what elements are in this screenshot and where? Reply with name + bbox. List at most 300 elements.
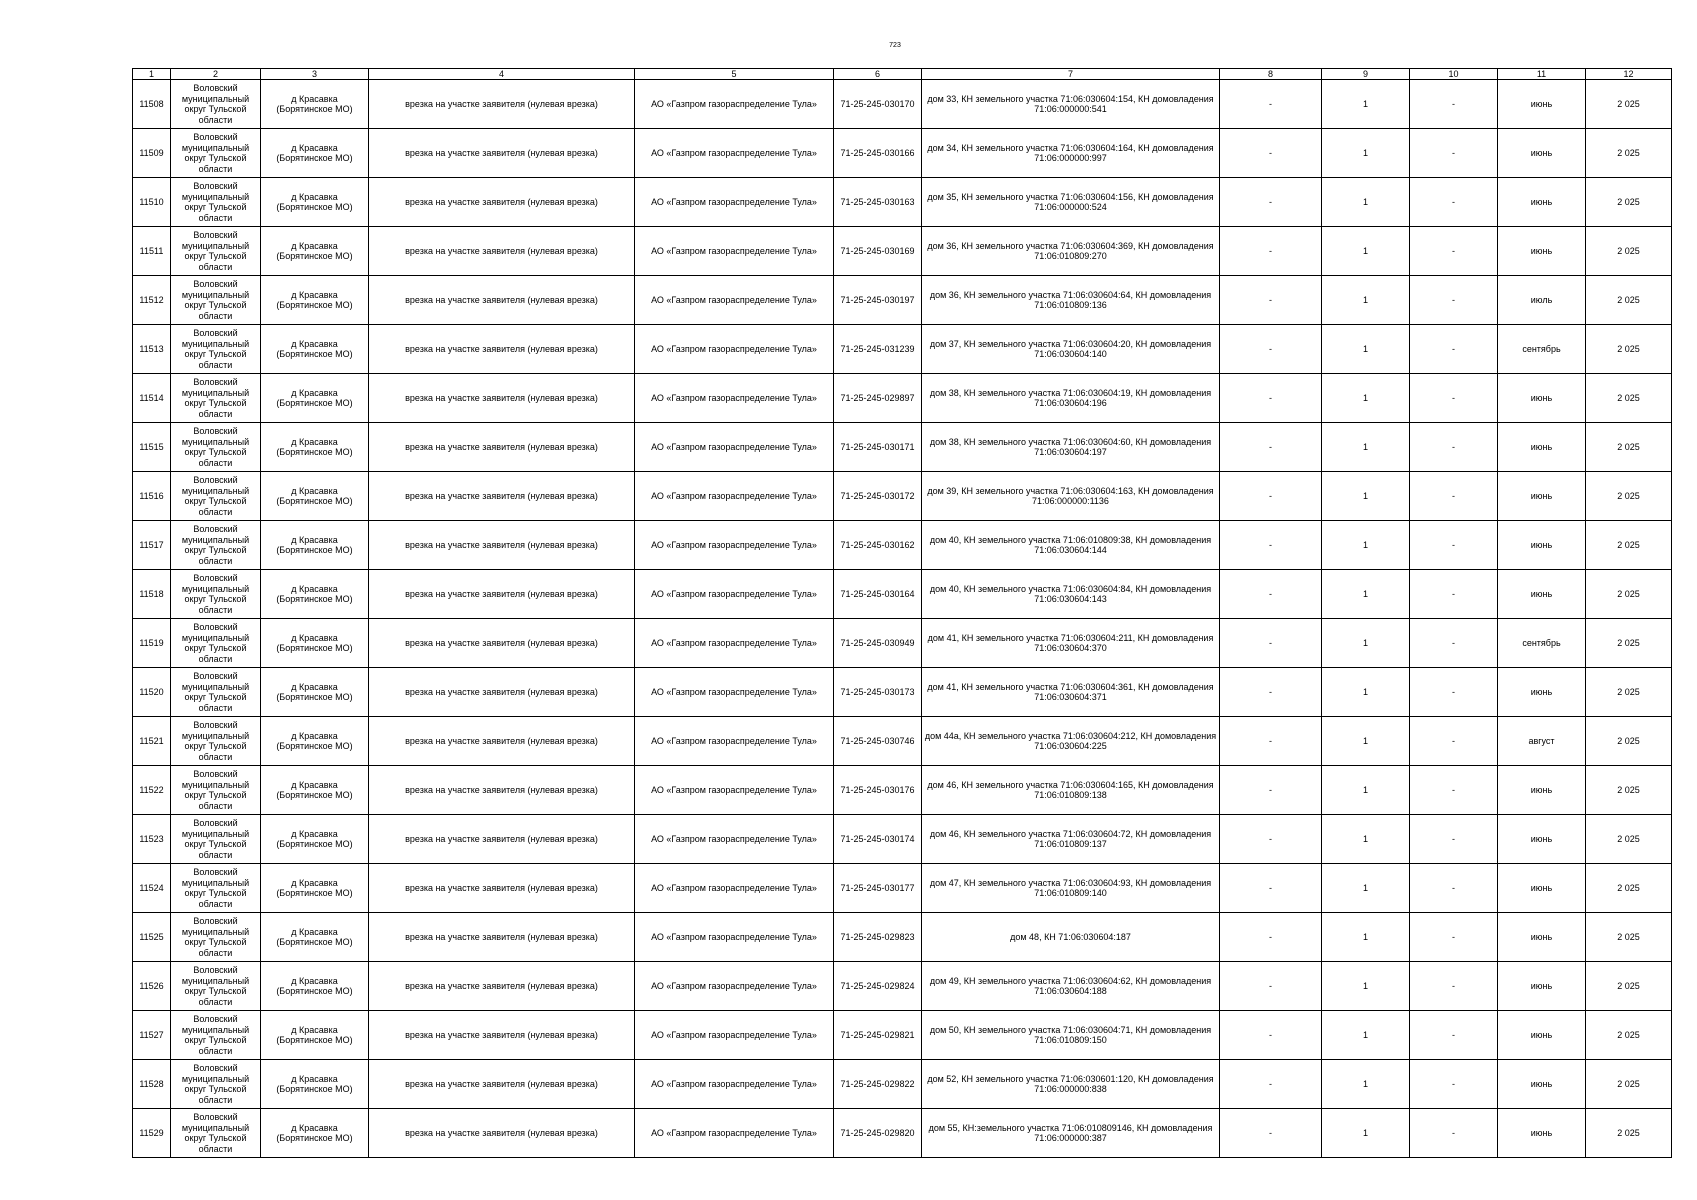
month-cell: июнь <box>1498 129 1586 178</box>
row-number: 11511 <box>133 227 171 276</box>
district-cell: Воловский муниципальный округ Тульской области <box>171 619 261 668</box>
table-row <box>133 521 1672 570</box>
quantity-cell: 1 <box>1322 668 1410 717</box>
organization-cell: АО «Газпром газораспределение Тула» <box>635 619 834 668</box>
col-header: 9 <box>1322 69 1410 80</box>
quantity-cell: 1 <box>1322 374 1410 423</box>
month-cell: июнь <box>1498 668 1586 717</box>
settlement-cell: д Красавка (Борятинское МО) <box>261 1011 369 1060</box>
year-cell: 2 025 <box>1586 717 1672 766</box>
col8-cell: - <box>1220 668 1322 717</box>
request-code-cell: 71-25-245-029897 <box>834 374 922 423</box>
year-cell: 2 025 <box>1586 80 1672 129</box>
col-header: 3 <box>261 69 369 80</box>
col10-cell: - <box>1410 276 1498 325</box>
work-type-cell: врезка на участке заявителя (нулевая врезка) <box>369 570 635 619</box>
year-cell: 2 025 <box>1586 325 1672 374</box>
address-cell: дом 52, КН земельного участка 71:06:030601:120, КН домовладения 71:06:000000:838 <box>922 1060 1220 1109</box>
district-cell: Воловский муниципальный округ Тульской области <box>171 668 261 717</box>
table-row <box>133 80 1672 129</box>
row-number: 11508 <box>133 80 171 129</box>
quantity-cell: 1 <box>1322 227 1410 276</box>
year-cell: 2 025 <box>1586 423 1672 472</box>
district-cell: Воловский муниципальный округ Тульской области <box>171 1060 261 1109</box>
row-number: 11514 <box>133 374 171 423</box>
work-type-cell: врезка на участке заявителя (нулевая врезка) <box>369 766 635 815</box>
district-cell: Воловский муниципальный округ Тульской области <box>171 1109 261 1158</box>
col10-cell: - <box>1410 227 1498 276</box>
organization-cell: АО «Газпром газораспределение Тула» <box>635 178 834 227</box>
table-row <box>133 325 1672 374</box>
col8-cell: - <box>1220 570 1322 619</box>
row-number: 11509 <box>133 129 171 178</box>
organization-cell: АО «Газпром газораспределение Тула» <box>635 962 834 1011</box>
month-cell: июнь <box>1498 913 1586 962</box>
month-cell: июнь <box>1498 1011 1586 1060</box>
col-header: 6 <box>834 69 922 80</box>
district-cell: Воловский муниципальный округ Тульской области <box>171 521 261 570</box>
organization-cell: АО «Газпром газораспределение Тула» <box>635 570 834 619</box>
year-cell: 2 025 <box>1586 521 1672 570</box>
settlement-cell: д Красавка (Борятинское МО) <box>261 325 369 374</box>
settlement-cell: д Красавка (Борятинское МО) <box>261 962 369 1011</box>
year-cell: 2 025 <box>1586 374 1672 423</box>
table-row <box>133 913 1672 962</box>
quantity-cell: 1 <box>1322 570 1410 619</box>
work-type-cell: врезка на участке заявителя (нулевая врезка) <box>369 1109 635 1158</box>
table-row <box>133 864 1672 913</box>
col8-cell: - <box>1220 815 1322 864</box>
col10-cell: - <box>1410 521 1498 570</box>
district-cell: Воловский муниципальный округ Тульской области <box>171 913 261 962</box>
work-type-cell: врезка на участке заявителя (нулевая врезка) <box>369 423 635 472</box>
table-row <box>133 766 1672 815</box>
address-cell: дом 55, КН:земельного участка 71:06:010809146, КН домовладения 71:06:000000:387 <box>922 1109 1220 1158</box>
col8-cell: - <box>1220 1109 1322 1158</box>
col8-cell: - <box>1220 1011 1322 1060</box>
table-row <box>133 1109 1672 1158</box>
row-number: 11520 <box>133 668 171 717</box>
month-cell: июнь <box>1498 815 1586 864</box>
organization-cell: АО «Газпром газораспределение Тула» <box>635 227 834 276</box>
month-cell: июнь <box>1498 227 1586 276</box>
page-number: 723 <box>889 42 901 49</box>
settlement-cell: д Красавка (Борятинское МО) <box>261 766 369 815</box>
settlement-cell: д Красавка (Борятинское МО) <box>261 619 369 668</box>
district-cell: Воловский муниципальный округ Тульской области <box>171 570 261 619</box>
month-cell: август <box>1498 717 1586 766</box>
work-type-cell: врезка на участке заявителя (нулевая врезка) <box>369 80 635 129</box>
month-cell: июнь <box>1498 864 1586 913</box>
quantity-cell: 1 <box>1322 619 1410 668</box>
quantity-cell: 1 <box>1322 766 1410 815</box>
settlement-cell: д Красавка (Борятинское МО) <box>261 178 369 227</box>
address-cell: дом 39, КН земельного участка 71:06:030604:163, КН домовладения 71:06:000000:1136 <box>922 472 1220 521</box>
address-cell: дом 36, КН земельного участка 71:06:030604:64, КН домовладения 71:06:010809:136 <box>922 276 1220 325</box>
col10-cell: - <box>1410 423 1498 472</box>
year-cell: 2 025 <box>1586 668 1672 717</box>
table-row <box>133 227 1672 276</box>
table-row <box>133 472 1672 521</box>
col-header: 7 <box>922 69 1220 80</box>
request-code-cell: 71-25-245-029822 <box>834 1060 922 1109</box>
district-cell: Воловский муниципальный округ Тульской области <box>171 1011 261 1060</box>
settlement-cell: д Красавка (Борятинское МО) <box>261 472 369 521</box>
district-cell: Воловский муниципальный округ Тульской области <box>171 80 261 129</box>
col8-cell: - <box>1220 80 1322 129</box>
work-type-cell: врезка на участке заявителя (нулевая врезка) <box>369 374 635 423</box>
table-row <box>133 276 1672 325</box>
table-row <box>133 717 1672 766</box>
settlement-cell: д Красавка (Борятинское МО) <box>261 80 369 129</box>
address-cell: дом 47, КН земельного участка 71:06:030604:93, КН домовладения 71:06:010809:140 <box>922 864 1220 913</box>
table-row <box>133 962 1672 1011</box>
table-row <box>133 374 1672 423</box>
settlement-cell: д Красавка (Борятинское МО) <box>261 129 369 178</box>
district-cell: Воловский муниципальный округ Тульской области <box>171 766 261 815</box>
col8-cell: - <box>1220 619 1322 668</box>
request-code-cell: 71-25-245-030163 <box>834 178 922 227</box>
row-number: 11513 <box>133 325 171 374</box>
district-cell: Воловский муниципальный округ Тульской области <box>171 717 261 766</box>
table-row <box>133 570 1672 619</box>
month-cell: июнь <box>1498 423 1586 472</box>
organization-cell: АО «Газпром газораспределение Тула» <box>635 521 834 570</box>
district-cell: Воловский муниципальный округ Тульской области <box>171 962 261 1011</box>
address-cell: дом 50, КН земельного участка 71:06:030604:71, КН домовладения 71:06:010809:150 <box>922 1011 1220 1060</box>
request-code-cell: 71-25-245-029823 <box>834 913 922 962</box>
address-cell: дом 38, КН земельного участка 71:06:030604:60, КН домовладения 71:06:030604:197 <box>922 423 1220 472</box>
request-code-cell: 71-25-245-029821 <box>834 1011 922 1060</box>
year-cell: 2 025 <box>1586 276 1672 325</box>
row-number: 11518 <box>133 570 171 619</box>
quantity-cell: 1 <box>1322 1060 1410 1109</box>
col10-cell: - <box>1410 1060 1498 1109</box>
row-number: 11522 <box>133 766 171 815</box>
organization-cell: АО «Газпром газораспределение Тула» <box>635 129 834 178</box>
organization-cell: АО «Газпром газораспределение Тула» <box>635 1011 834 1060</box>
settlement-cell: д Красавка (Борятинское МО) <box>261 570 369 619</box>
quantity-cell: 1 <box>1322 472 1410 521</box>
work-type-cell: врезка на участке заявителя (нулевая врезка) <box>369 178 635 227</box>
month-cell: сентябрь <box>1498 325 1586 374</box>
month-cell: июнь <box>1498 1109 1586 1158</box>
request-code-cell: 71-25-245-030169 <box>834 227 922 276</box>
organization-cell: АО «Газпром газораспределение Тула» <box>635 913 834 962</box>
request-code-cell: 71-25-245-030171 <box>834 423 922 472</box>
district-cell: Воловский муниципальный округ Тульской области <box>171 325 261 374</box>
col10-cell: - <box>1410 129 1498 178</box>
address-cell: дом 41, КН земельного участка 71:06:030604:361, КН домовладения 71:06:030604:371 <box>922 668 1220 717</box>
organization-cell: АО «Газпром газораспределение Тула» <box>635 717 834 766</box>
address-cell: дом 40, КН земельного участка 71:06:030604:84, КН домовладения 71:06:030604:143 <box>922 570 1220 619</box>
row-number: 11528 <box>133 1060 171 1109</box>
address-cell: дом 41, КН земельного участка 71:06:030604:211, КН домовладения 71:06:030604:370 <box>922 619 1220 668</box>
district-cell: Воловский муниципальный округ Тульской области <box>171 227 261 276</box>
row-number: 11512 <box>133 276 171 325</box>
year-cell: 2 025 <box>1586 1109 1672 1158</box>
district-cell: Воловский муниципальный округ Тульской области <box>171 864 261 913</box>
col10-cell: - <box>1410 570 1498 619</box>
request-code-cell: 71-25-245-031239 <box>834 325 922 374</box>
year-cell: 2 025 <box>1586 227 1672 276</box>
year-cell: 2 025 <box>1586 619 1672 668</box>
request-code-cell: 71-25-245-030162 <box>834 521 922 570</box>
address-cell: дом 46, КН земельного участка 71:06:030604:165, КН домовладения 71:06:010809:138 <box>922 766 1220 815</box>
request-code-cell: 71-25-245-029824 <box>834 962 922 1011</box>
work-type-cell: врезка на участке заявителя (нулевая врезка) <box>369 913 635 962</box>
organization-cell: АО «Газпром газораспределение Тула» <box>635 1109 834 1158</box>
year-cell: 2 025 <box>1586 472 1672 521</box>
request-code-cell: 71-25-245-030176 <box>834 766 922 815</box>
request-code-cell: 71-25-245-029820 <box>834 1109 922 1158</box>
address-cell: дом 38, КН земельного участка 71:06:030604:19, КН домовладения 71:06:030604:196 <box>922 374 1220 423</box>
col8-cell: - <box>1220 325 1322 374</box>
month-cell: июнь <box>1498 570 1586 619</box>
col10-cell: - <box>1410 619 1498 668</box>
col-header: 8 <box>1220 69 1322 80</box>
col10-cell: - <box>1410 717 1498 766</box>
work-type-cell: врезка на участке заявителя (нулевая врезка) <box>369 129 635 178</box>
quantity-cell: 1 <box>1322 276 1410 325</box>
col10-cell: - <box>1410 668 1498 717</box>
address-cell: дом 37, КН земельного участка 71:06:030604:20, КН домовладения 71:06:030604:140 <box>922 325 1220 374</box>
month-cell: июнь <box>1498 766 1586 815</box>
settlement-cell: д Красавка (Борятинское МО) <box>261 717 369 766</box>
organization-cell: АО «Газпром газораспределение Тула» <box>635 423 834 472</box>
table-row <box>133 129 1672 178</box>
settlement-cell: д Красавка (Борятинское МО) <box>261 276 369 325</box>
request-code-cell: 71-25-245-030164 <box>834 570 922 619</box>
col8-cell: - <box>1220 717 1322 766</box>
quantity-cell: 1 <box>1322 80 1410 129</box>
quantity-cell: 1 <box>1322 129 1410 178</box>
data-table <box>132 68 1672 1158</box>
district-cell: Воловский муниципальный округ Тульской области <box>171 374 261 423</box>
month-cell: июнь <box>1498 521 1586 570</box>
col10-cell: - <box>1410 815 1498 864</box>
organization-cell: АО «Газпром газораспределение Тула» <box>635 325 834 374</box>
col8-cell: - <box>1220 374 1322 423</box>
quantity-cell: 1 <box>1322 864 1410 913</box>
organization-cell: АО «Газпром газораспределение Тула» <box>635 472 834 521</box>
col-header: 11 <box>1498 69 1586 80</box>
address-cell: дом 33, КН земельного участка 71:06:030604:154, КН домовладения 71:06:000000:541 <box>922 80 1220 129</box>
col10-cell: - <box>1410 962 1498 1011</box>
col8-cell: - <box>1220 472 1322 521</box>
request-code-cell: 71-25-245-030166 <box>834 129 922 178</box>
month-cell: сентябрь <box>1498 619 1586 668</box>
row-number: 11526 <box>133 962 171 1011</box>
col8-cell: - <box>1220 1060 1322 1109</box>
row-number: 11519 <box>133 619 171 668</box>
row-number: 11529 <box>133 1109 171 1158</box>
year-cell: 2 025 <box>1586 766 1672 815</box>
col10-cell: - <box>1410 864 1498 913</box>
year-cell: 2 025 <box>1586 1060 1672 1109</box>
col8-cell: - <box>1220 913 1322 962</box>
work-type-cell: врезка на участке заявителя (нулевая врезка) <box>369 717 635 766</box>
settlement-cell: д Красавка (Борятинское МО) <box>261 913 369 962</box>
year-cell: 2 025 <box>1586 864 1672 913</box>
col10-cell: - <box>1410 913 1498 962</box>
organization-cell: АО «Газпром газораспределение Тула» <box>635 80 834 129</box>
month-cell: июнь <box>1498 962 1586 1011</box>
quantity-cell: 1 <box>1322 962 1410 1011</box>
district-cell: Воловский муниципальный округ Тульской области <box>171 423 261 472</box>
address-cell: дом 34, КН земельного участка 71:06:030604:164, КН домовладения 71:06:000000:997 <box>922 129 1220 178</box>
col-header: 5 <box>635 69 834 80</box>
year-cell: 2 025 <box>1586 913 1672 962</box>
work-type-cell: врезка на участке заявителя (нулевая врезка) <box>369 472 635 521</box>
row-number: 11521 <box>133 717 171 766</box>
col10-cell: - <box>1410 325 1498 374</box>
work-type-cell: врезка на участке заявителя (нулевая врезка) <box>369 962 635 1011</box>
organization-cell: АО «Газпром газораспределение Тула» <box>635 1060 834 1109</box>
quantity-cell: 1 <box>1322 325 1410 374</box>
district-cell: Воловский муниципальный округ Тульской области <box>171 472 261 521</box>
year-cell: 2 025 <box>1586 1011 1672 1060</box>
year-cell: 2 025 <box>1586 815 1672 864</box>
district-cell: Воловский муниципальный округ Тульской области <box>171 276 261 325</box>
request-code-cell: 71-25-245-030197 <box>834 276 922 325</box>
district-cell: Воловский муниципальный округ Тульской области <box>171 815 261 864</box>
work-type-cell: врезка на участке заявителя (нулевая врезка) <box>369 815 635 864</box>
request-code-cell: 71-25-245-030746 <box>834 717 922 766</box>
quantity-cell: 1 <box>1322 1011 1410 1060</box>
col8-cell: - <box>1220 864 1322 913</box>
work-type-cell: врезка на участке заявителя (нулевая врезка) <box>369 521 635 570</box>
work-type-cell: врезка на участке заявителя (нулевая врезка) <box>369 864 635 913</box>
request-code-cell: 71-25-245-030173 <box>834 668 922 717</box>
address-cell: дом 35, КН земельного участка 71:06:030604:156, КН домовладения 71:06:000000:524 <box>922 178 1220 227</box>
col10-cell: - <box>1410 374 1498 423</box>
settlement-cell: д Красавка (Борятинское МО) <box>261 423 369 472</box>
settlement-cell: д Красавка (Борятинское МО) <box>261 668 369 717</box>
col-header: 12 <box>1586 69 1672 80</box>
row-number: 11510 <box>133 178 171 227</box>
table-row <box>133 178 1672 227</box>
request-code-cell: 71-25-245-030172 <box>834 472 922 521</box>
organization-cell: АО «Газпром газораспределение Тула» <box>635 374 834 423</box>
month-cell: июнь <box>1498 80 1586 129</box>
quantity-cell: 1 <box>1322 717 1410 766</box>
request-code-cell: 71-25-245-030177 <box>834 864 922 913</box>
work-type-cell: врезка на участке заявителя (нулевая врезка) <box>369 1011 635 1060</box>
col-header: 1 <box>133 69 171 80</box>
table-row <box>133 668 1672 717</box>
row-number: 11525 <box>133 913 171 962</box>
district-cell: Воловский муниципальный округ Тульской области <box>171 129 261 178</box>
quantity-cell: 1 <box>1322 521 1410 570</box>
work-type-cell: врезка на участке заявителя (нулевая врезка) <box>369 276 635 325</box>
table-row <box>133 1011 1672 1060</box>
col8-cell: - <box>1220 178 1322 227</box>
col-header: 2 <box>171 69 261 80</box>
organization-cell: АО «Газпром газораспределение Тула» <box>635 668 834 717</box>
organization-cell: АО «Газпром газораспределение Тула» <box>635 815 834 864</box>
row-number: 11523 <box>133 815 171 864</box>
request-code-cell: 71-25-245-030174 <box>834 815 922 864</box>
settlement-cell: д Красавка (Борятинское МО) <box>261 864 369 913</box>
quantity-cell: 1 <box>1322 815 1410 864</box>
address-cell: дом 36, КН земельного участка 71:06:030604:369, КН домовладения 71:06:010809:270 <box>922 227 1220 276</box>
row-number: 11524 <box>133 864 171 913</box>
col10-cell: - <box>1410 1011 1498 1060</box>
organization-cell: АО «Газпром газораспределение Тула» <box>635 276 834 325</box>
month-cell: июнь <box>1498 374 1586 423</box>
address-cell: дом 40, КН земельного участка 71:06:010809:38, КН домовладения 71:06:030604:144 <box>922 521 1220 570</box>
settlement-cell: д Красавка (Борятинское МО) <box>261 374 369 423</box>
row-number: 11517 <box>133 521 171 570</box>
col8-cell: - <box>1220 962 1322 1011</box>
quantity-cell: 1 <box>1322 1109 1410 1158</box>
month-cell: июнь <box>1498 178 1586 227</box>
settlement-cell: д Красавка (Борятинское МО) <box>261 521 369 570</box>
col8-cell: - <box>1220 423 1322 472</box>
row-number: 11515 <box>133 423 171 472</box>
col8-cell: - <box>1220 129 1322 178</box>
col-header: 4 <box>369 69 635 80</box>
work-type-cell: врезка на участке заявителя (нулевая врезка) <box>369 1060 635 1109</box>
header-row <box>133 69 1672 80</box>
col10-cell: - <box>1410 178 1498 227</box>
organization-cell: АО «Газпром газораспределение Тула» <box>635 766 834 815</box>
col10-cell: - <box>1410 1109 1498 1158</box>
table-row <box>133 423 1672 472</box>
col10-cell: - <box>1410 766 1498 815</box>
year-cell: 2 025 <box>1586 129 1672 178</box>
table-row <box>133 1060 1672 1109</box>
settlement-cell: д Красавка (Борятинское МО) <box>261 1060 369 1109</box>
col8-cell: - <box>1220 521 1322 570</box>
settlement-cell: д Красавка (Борятинское МО) <box>261 815 369 864</box>
address-cell: дом 48, КН 71:06:030604:187 <box>922 913 1220 962</box>
table-row <box>133 815 1672 864</box>
month-cell: июль <box>1498 276 1586 325</box>
row-number: 11516 <box>133 472 171 521</box>
col8-cell: - <box>1220 227 1322 276</box>
col8-cell: - <box>1220 276 1322 325</box>
organization-cell: АО «Газпром газораспределение Тула» <box>635 864 834 913</box>
col10-cell: - <box>1410 80 1498 129</box>
year-cell: 2 025 <box>1586 962 1672 1011</box>
request-code-cell: 71-25-245-030170 <box>834 80 922 129</box>
quantity-cell: 1 <box>1322 423 1410 472</box>
address-cell: дом 46, КН земельного участка 71:06:030604:72, КН домовладения 71:06:010809:137 <box>922 815 1220 864</box>
col8-cell: - <box>1220 766 1322 815</box>
settlement-cell: д Красавка (Борятинское МО) <box>261 227 369 276</box>
work-type-cell: врезка на участке заявителя (нулевая врезка) <box>369 227 635 276</box>
table-row <box>133 619 1672 668</box>
settlement-cell: д Красавка (Борятинское МО) <box>261 1109 369 1158</box>
row-number: 11527 <box>133 1011 171 1060</box>
work-type-cell: врезка на участке заявителя (нулевая врезка) <box>369 325 635 374</box>
month-cell: июнь <box>1498 472 1586 521</box>
month-cell: июнь <box>1498 1060 1586 1109</box>
work-type-cell: врезка на участке заявителя (нулевая врезка) <box>369 619 635 668</box>
work-type-cell: врезка на участке заявителя (нулевая врезка) <box>369 668 635 717</box>
col10-cell: - <box>1410 472 1498 521</box>
col-header: 10 <box>1410 69 1498 80</box>
address-cell: дом 44а, КН земельного участка 71:06:030604:212, КН домовладения 71:06:030604:225 <box>922 717 1220 766</box>
year-cell: 2 025 <box>1586 570 1672 619</box>
year-cell: 2 025 <box>1586 178 1672 227</box>
address-cell: дом 49, КН земельного участка 71:06:030604:62, КН домовладения 71:06:030604:188 <box>922 962 1220 1011</box>
quantity-cell: 1 <box>1322 913 1410 962</box>
quantity-cell: 1 <box>1322 178 1410 227</box>
district-cell: Воловский муниципальный округ Тульской области <box>171 178 261 227</box>
